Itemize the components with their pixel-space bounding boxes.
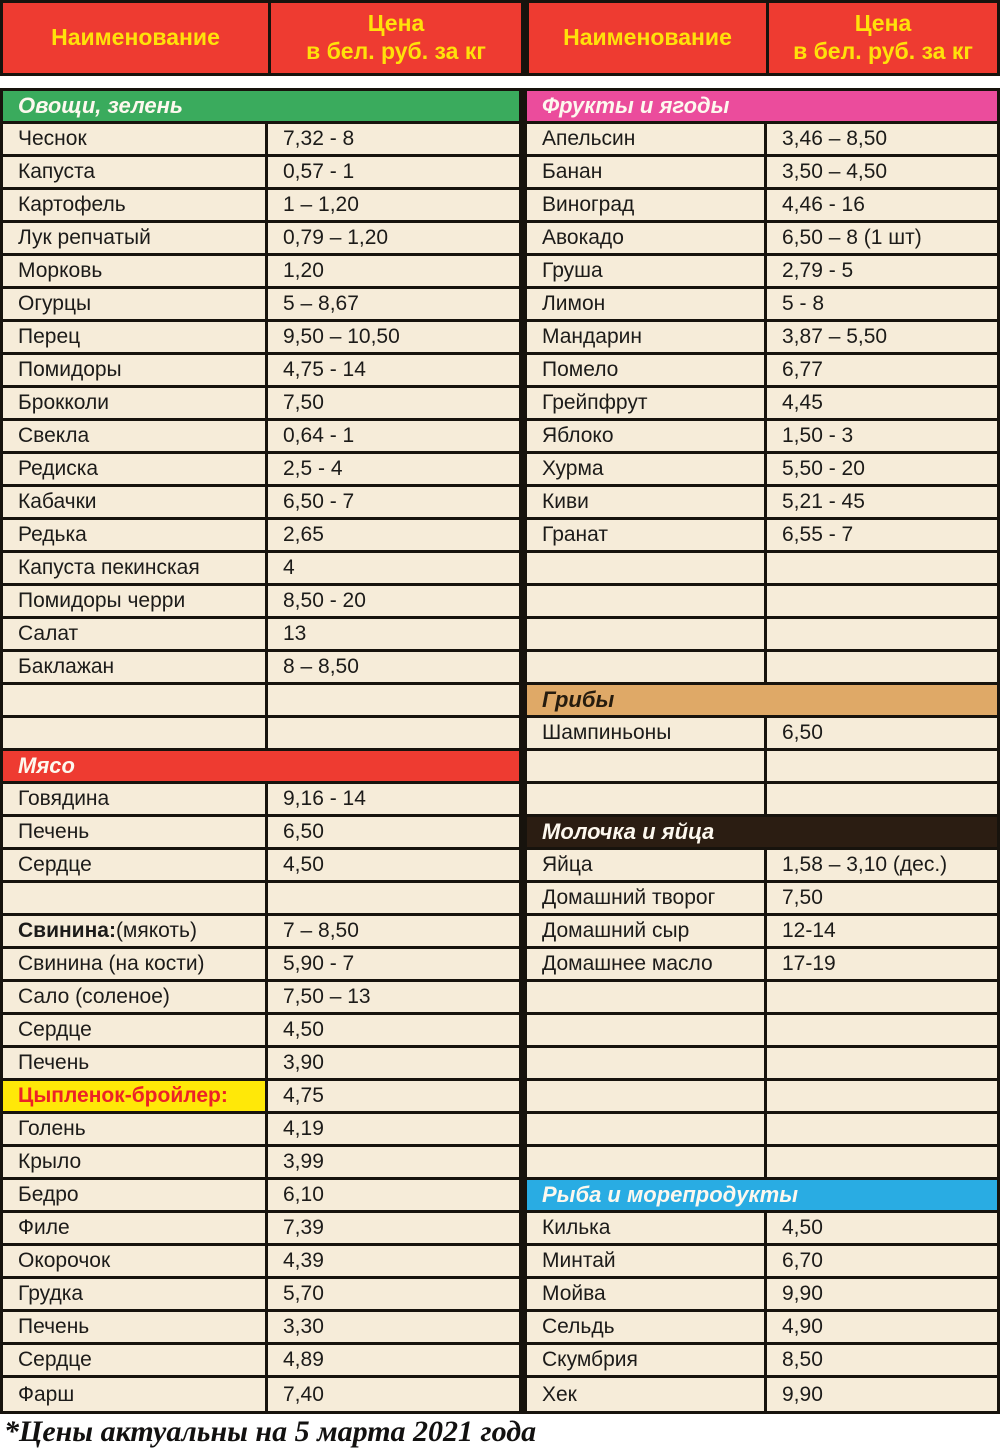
empty-price-cell <box>268 718 519 751</box>
item-price-cell: 7,50 <box>767 883 997 916</box>
item-name-cell: Виноград <box>527 190 767 223</box>
item-price-cell: 8,50 <box>767 1345 997 1378</box>
item-price-cell: 6,50 – 8 (1 шт) <box>767 223 997 256</box>
price-header-line1: Цена <box>854 10 912 37</box>
item-price-cell: 7,32 - 8 <box>268 124 519 157</box>
item-name-cell: Авокадо <box>527 223 767 256</box>
item-name-cell: Сердце <box>3 850 268 883</box>
item-price-cell: 4,45 <box>767 388 997 421</box>
item-price-cell: 9,90 <box>767 1378 997 1411</box>
empty-price-cell <box>268 685 519 718</box>
item-price-cell: 6,77 <box>767 355 997 388</box>
header-col-price-left <box>268 3 521 73</box>
item-price-cell: 2,5 - 4 <box>268 454 519 487</box>
item-price-cell: 5 - 8 <box>767 289 997 322</box>
item-name-cell: Печень <box>3 817 268 850</box>
item-name-cell: Капуста <box>3 157 268 190</box>
price-header-line1: Цена <box>367 10 425 37</box>
item-name-cell: Яблоко <box>527 421 767 454</box>
empty-price-cell <box>767 1081 997 1114</box>
section-header: Фрукты и ягоды <box>527 91 997 124</box>
item-name-cell: Картофель <box>3 190 268 223</box>
item-name-cell: Домашний сыр <box>527 916 767 949</box>
item-price-cell: 6,70 <box>767 1246 997 1279</box>
item-name-cell: Гранат <box>527 520 767 553</box>
item-name-cell: Мандарин <box>527 322 767 355</box>
item-price-cell: 5,90 - 7 <box>268 949 519 982</box>
item-name-cell: Грейпфрут <box>527 388 767 421</box>
empty-price-cell <box>767 586 997 619</box>
empty-name-cell <box>3 883 268 916</box>
item-price-cell: 1,20 <box>268 256 519 289</box>
item-name-cell: Шампиньоны <box>527 718 767 751</box>
item-price-cell: 7,50 <box>268 388 519 421</box>
price-date-note: *Цены актуальны на 5 марта 2021 года <box>4 1415 537 1448</box>
item-price-cell: 5,70 <box>268 1279 519 1312</box>
item-name-cell: Сельдь <box>527 1312 767 1345</box>
item-name-cell: Хурма <box>527 454 767 487</box>
empty-price-cell <box>767 751 997 784</box>
empty-name-cell <box>527 1147 767 1180</box>
section-header: Рыба и морепродукты <box>527 1180 997 1213</box>
empty-price-cell <box>767 982 997 1015</box>
item-name-cell: Минтай <box>527 1246 767 1279</box>
item-name-cell: Помидоры <box>3 355 268 388</box>
price-header-line2: в бел. руб. за кг <box>793 38 973 64</box>
item-price-cell: 9,50 – 10,50 <box>268 322 519 355</box>
empty-price-cell <box>767 1114 997 1147</box>
item-name-cell: Капуста пекинская <box>3 553 268 586</box>
item-price-cell: 6,50 <box>767 718 997 751</box>
item-price-cell: 6,10 <box>268 1180 519 1213</box>
item-name-cell: Брокколи <box>3 388 268 421</box>
item-price-cell: 0,57 - 1 <box>268 157 519 190</box>
item-price-cell: 3,87 – 5,50 <box>767 322 997 355</box>
item-name-cell: Помидоры черри <box>3 586 268 619</box>
empty-price-cell <box>767 619 997 652</box>
item-name-cell: Домашнее масло <box>527 949 767 982</box>
empty-price-cell <box>767 652 997 685</box>
empty-name-cell <box>527 652 767 685</box>
item-name-cell: Баклажан <box>3 652 268 685</box>
item-name-cell: Морковь <box>3 256 268 289</box>
item-name-cell: Филе <box>3 1213 268 1246</box>
item-name-cell: Грудка <box>3 1279 268 1312</box>
item-name-cell: Груша <box>527 256 767 289</box>
item-price-cell: 4,75 - 14 <box>268 355 519 388</box>
item-price-cell: 6,50 <box>268 817 519 850</box>
empty-name-cell <box>527 1114 767 1147</box>
item-price-cell: 6,55 - 7 <box>767 520 997 553</box>
item-name-cell: Хек <box>527 1378 767 1411</box>
empty-name-cell <box>527 553 767 586</box>
item-name-cell: Чеснок <box>3 124 268 157</box>
item-name-cell: Редиска <box>3 454 268 487</box>
item-name-cell: Скумбрия <box>527 1345 767 1378</box>
item-price-cell: 4,39 <box>268 1246 519 1279</box>
item-price-cell: 4,50 <box>268 1015 519 1048</box>
item-name-cell: Печень <box>3 1312 268 1345</box>
header-col-name-left: Наименование <box>3 3 268 73</box>
item-price-cell: 5,21 - 45 <box>767 487 997 520</box>
item-price-cell: 1,50 - 3 <box>767 421 997 454</box>
item-name-cell: Огурцы <box>3 289 268 322</box>
empty-name-cell <box>527 1081 767 1114</box>
item-name-cell: Домашний творог <box>527 883 767 916</box>
empty-name-cell <box>527 784 767 817</box>
item-price-cell: 3,99 <box>268 1147 519 1180</box>
item-name-cell: Бедро <box>3 1180 268 1213</box>
item-price-cell: 4,46 - 16 <box>767 190 997 223</box>
item-name-cell: Киви <box>527 487 767 520</box>
item-name-cell: Сердце <box>3 1345 268 1378</box>
item-price-cell: 4,50 <box>268 850 519 883</box>
empty-price-cell <box>767 784 997 817</box>
item-name-cell: Банан <box>527 157 767 190</box>
item-price-cell: 1,58 – 3,10 (дес.) <box>767 850 997 883</box>
left-column-table <box>0 88 523 1414</box>
item-name-cell: Окорочок <box>3 1246 268 1279</box>
item-price-cell: 7,40 <box>268 1378 519 1411</box>
item-price-cell: 4,50 <box>767 1213 997 1246</box>
empty-price-cell <box>767 1147 997 1180</box>
item-name-cell: Помело <box>527 355 767 388</box>
item-name-cell: Свинина (на кости) <box>3 949 268 982</box>
item-price-cell: 4,90 <box>767 1312 997 1345</box>
item-name-cell: Свекла <box>3 421 268 454</box>
empty-name-cell <box>527 1015 767 1048</box>
item-price-cell: 17-19 <box>767 949 997 982</box>
item-name-cell: Лук репчатый <box>3 223 268 256</box>
item-price-cell: 1 – 1,20 <box>268 190 519 223</box>
item-price-cell: 3,46 – 8,50 <box>767 124 997 157</box>
price-header-line2: в бел. руб. за кг <box>306 38 486 64</box>
item-name-cell: Редька <box>3 520 268 553</box>
item-price-cell: 9,90 <box>767 1279 997 1312</box>
empty-name-cell <box>3 685 268 718</box>
item-price-cell: 12-14 <box>767 916 997 949</box>
item-price-cell: 7,50 – 13 <box>268 982 519 1015</box>
item-name-cell: Килька <box>527 1213 767 1246</box>
item-name-cell: Яйца <box>527 850 767 883</box>
item-price-cell: 8,50 - 20 <box>268 586 519 619</box>
section-header: Грибы <box>527 685 997 718</box>
item-price-cell: 0,64 - 1 <box>268 421 519 454</box>
item-name-cell: Сердце <box>3 1015 268 1048</box>
empty-name-cell <box>527 1048 767 1081</box>
section-header: Молочка и яйца <box>527 817 997 850</box>
item-name-cell: Говядина <box>3 784 268 817</box>
empty-price-cell <box>767 1048 997 1081</box>
item-name-cell: Свинина: (мякоть) <box>3 916 268 949</box>
item-price-cell: 4 <box>268 553 519 586</box>
item-price-cell: 6,50 - 7 <box>268 487 519 520</box>
item-price-cell: 5 – 8,67 <box>268 289 519 322</box>
item-name-cell: Голень <box>3 1114 268 1147</box>
item-name-cell: Апельсин <box>527 124 767 157</box>
price-table-body <box>0 88 1000 1414</box>
empty-price-cell <box>268 883 519 916</box>
empty-name-cell <box>527 751 767 784</box>
item-name-cell: Кабачки <box>3 487 268 520</box>
item-price-cell: 5,50 - 20 <box>767 454 997 487</box>
item-name-cell: Мойва <box>527 1279 767 1312</box>
item-price-cell: 7 – 8,50 <box>268 916 519 949</box>
item-price-cell: 9,16 - 14 <box>268 784 519 817</box>
empty-price-cell <box>767 1015 997 1048</box>
item-price-cell: 2,79 - 5 <box>767 256 997 289</box>
empty-name-cell <box>527 586 767 619</box>
item-name-cell: Крыло <box>3 1147 268 1180</box>
item-price-cell: 4,89 <box>268 1345 519 1378</box>
section-header: Мясо <box>3 751 519 784</box>
item-price-cell: 2,65 <box>268 520 519 553</box>
header-col-name-right: Наименование <box>521 3 766 73</box>
item-name-cell: Перец <box>3 322 268 355</box>
empty-name-cell <box>3 718 268 751</box>
item-price-cell: 3,90 <box>268 1048 519 1081</box>
item-name-cell: Салат <box>3 619 268 652</box>
item-price-cell: 3,30 <box>268 1312 519 1345</box>
item-name-cell: Печень <box>3 1048 268 1081</box>
right-column-table <box>523 88 1000 1414</box>
item-price-cell: 4,19 <box>268 1114 519 1147</box>
item-name-cell: Лимон <box>527 289 767 322</box>
item-price-cell: 13 <box>268 619 519 652</box>
item-name-cell: Цыпленок-бройлер: <box>3 1081 268 1114</box>
item-price-cell: 3,50 – 4,50 <box>767 157 997 190</box>
item-price-cell: 7,39 <box>268 1213 519 1246</box>
item-name-cell: Фарш <box>3 1378 268 1411</box>
header-col-price-right <box>766 3 997 73</box>
section-header: Овощи, зелень <box>3 91 519 124</box>
item-price-cell: 0,79 – 1,20 <box>268 223 519 256</box>
empty-name-cell <box>527 619 767 652</box>
item-price-cell: 4,75 <box>268 1081 519 1114</box>
item-price-cell: 8 – 8,50 <box>268 652 519 685</box>
empty-price-cell <box>767 553 997 586</box>
item-name-cell: Сало (соленое) <box>3 982 268 1015</box>
empty-name-cell <box>527 982 767 1015</box>
table-header-row <box>0 0 1000 76</box>
